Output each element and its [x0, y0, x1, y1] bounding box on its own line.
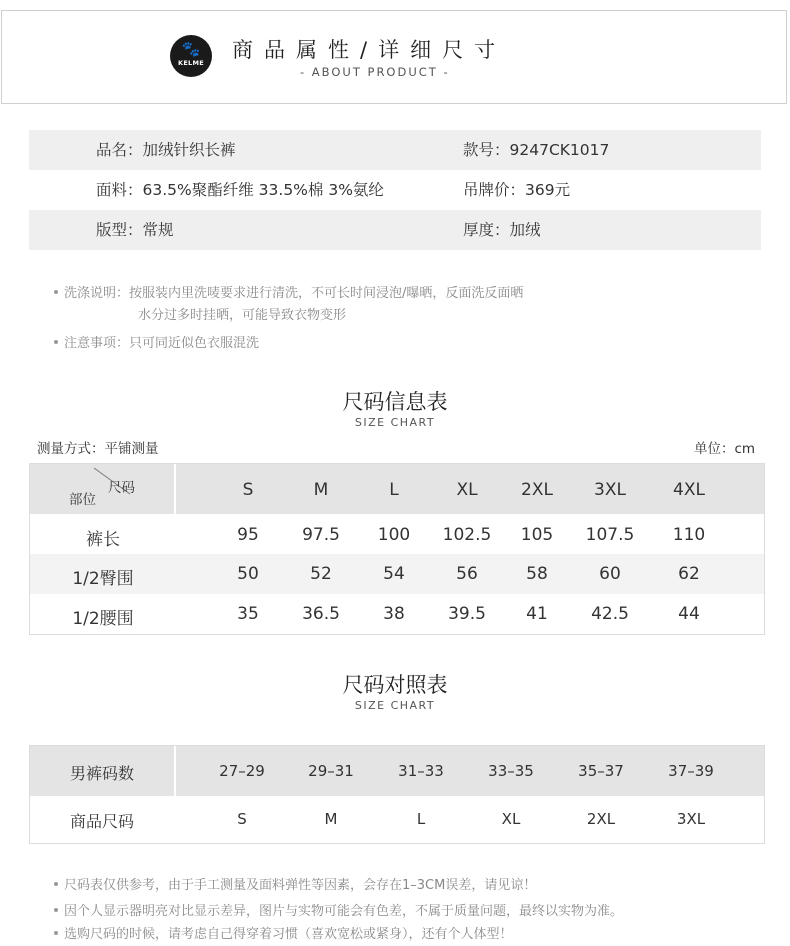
table-cell: S	[237, 810, 247, 828]
table-cell: L	[416, 810, 426, 828]
fit-type: 版型：常规	[96, 221, 174, 239]
measure-method: 测量方式：平铺测量	[37, 441, 159, 457]
size-chart-subtitle: SIZE CHART	[354, 416, 436, 429]
size-conversion-table	[29, 745, 765, 844]
paw-icon: 🐾	[181, 40, 201, 58]
table-cell: 58	[526, 564, 548, 584]
bullet-icon	[54, 882, 58, 886]
bullet-icon	[54, 931, 58, 935]
table-cell: 102.5	[442, 525, 492, 545]
size-header: 3XL	[594, 480, 626, 500]
column-divider	[174, 746, 176, 796]
table-cell: 31–33	[398, 762, 444, 780]
size-chart-title: 尺码信息表	[342, 390, 448, 414]
table-cell: 29–31	[308, 762, 354, 780]
table-cell: 60	[599, 564, 621, 584]
table-cell: 50	[237, 564, 259, 584]
table-cell: 41	[526, 604, 548, 624]
table-cell: 39.5	[448, 604, 486, 624]
table-cell: 36.5	[302, 604, 340, 624]
table-cell: 52	[310, 564, 332, 584]
footnote	[54, 874, 536, 893]
size-conv-title: 尺码对照表	[342, 673, 448, 697]
wash-note-text: 洗涤说明：按服装内里洗唛要求进行清洗，不可长时间浸泡/曝晒，反面洗反面晒	[64, 286, 524, 301]
table-cell: 35	[237, 604, 259, 624]
table-cell: 44	[678, 604, 700, 624]
size-header: 4XL	[673, 480, 705, 500]
table-header-row	[30, 746, 764, 796]
table-cell: 2XL	[586, 810, 616, 828]
size-info-table	[29, 463, 765, 635]
table-cell: 56	[456, 564, 478, 584]
fabric: 面料：63.5%聚酯纤维 33.5%棉 3%氨纶	[96, 181, 384, 199]
table-cell: 38	[383, 604, 405, 624]
table-row	[30, 594, 764, 634]
page-title: 商品属性/详细尺寸	[232, 38, 507, 62]
size-header: L	[389, 480, 399, 500]
info-row	[29, 210, 761, 250]
info-row	[29, 130, 761, 170]
size-header: XL	[456, 480, 478, 500]
row-label: 1/2腰围	[72, 609, 134, 629]
row-label: 1/2臀围	[72, 569, 134, 589]
tag-price: 吊牌价：369元	[463, 181, 571, 199]
table-cell: M	[324, 810, 338, 828]
table-header-row	[30, 464, 764, 514]
table-row	[30, 514, 764, 554]
table-cell: 42.5	[591, 604, 629, 624]
table-cell: 110	[672, 525, 706, 545]
row-label: 商品尺码	[69, 812, 134, 831]
corner-size-label: 尺码	[108, 480, 135, 496]
info-row	[29, 170, 761, 210]
size-header: S	[242, 480, 254, 500]
table-row	[30, 554, 764, 594]
size-header: M	[313, 480, 329, 500]
caution-note-text: 注意事项：只可同近似色衣服混洗	[64, 336, 260, 351]
table-cell: 35–37	[578, 762, 624, 780]
table-cell: 62	[678, 564, 700, 584]
page-subtitle: - ABOUT PRODUCT -	[300, 65, 450, 79]
footnote	[54, 923, 513, 942]
product-name: 品名：加绒针织长裤	[96, 141, 236, 159]
corner-diagonal	[30, 464, 176, 514]
footnote	[54, 900, 623, 919]
logo-brand-text: KELME	[177, 59, 205, 67]
bullet-icon	[54, 340, 58, 344]
footnote-text: 选购尺码的时候，请考虑自己得穿着习惯（喜欢宽松或紧身），还有个人体型！	[64, 927, 513, 942]
table-cell: 37–39	[668, 762, 714, 780]
footnote-text: 因个人显示器明亮对比显示差异，图片与实物可能会有色差，不属于质量问题，最终以实物为准。	[64, 904, 624, 919]
wash-note	[54, 282, 523, 301]
row-label: 裤长	[86, 530, 120, 550]
unit-label: 单位：cm	[694, 441, 756, 457]
caution-note	[54, 332, 259, 351]
size-header: 2XL	[521, 480, 553, 500]
size-conv-subtitle: SIZE CHART	[354, 699, 436, 712]
bullet-icon	[54, 908, 58, 912]
table-cell: 27–29	[219, 762, 265, 780]
table-cell: 33–35	[488, 762, 534, 780]
table-cell: 54	[383, 564, 405, 584]
bullet-icon	[54, 290, 58, 294]
table-cell: 107.5	[585, 525, 635, 545]
table-cell: 95	[237, 525, 259, 545]
table-cell: XL	[501, 810, 521, 828]
column-divider	[174, 464, 176, 514]
wash-note-cont: 水分过多时挂晒，可能导致衣物变形	[138, 308, 347, 323]
kelme-logo	[170, 35, 212, 77]
thickness: 厚度：加绒	[463, 221, 541, 239]
table-cell: 105	[520, 525, 554, 545]
row-label: 男裤码数	[69, 764, 134, 783]
product-code: 款号：9247CK1017	[463, 141, 610, 159]
table-cell: 100	[377, 525, 411, 545]
corner-part-label: 部位	[69, 492, 96, 508]
table-cell: 3XL	[676, 810, 706, 828]
footnote-text: 尺码表仅供参考，由于手工测量及面料弹性等因素，会存在1–3CM误差，请见谅！	[64, 878, 537, 893]
table-cell: 97.5	[302, 525, 340, 545]
